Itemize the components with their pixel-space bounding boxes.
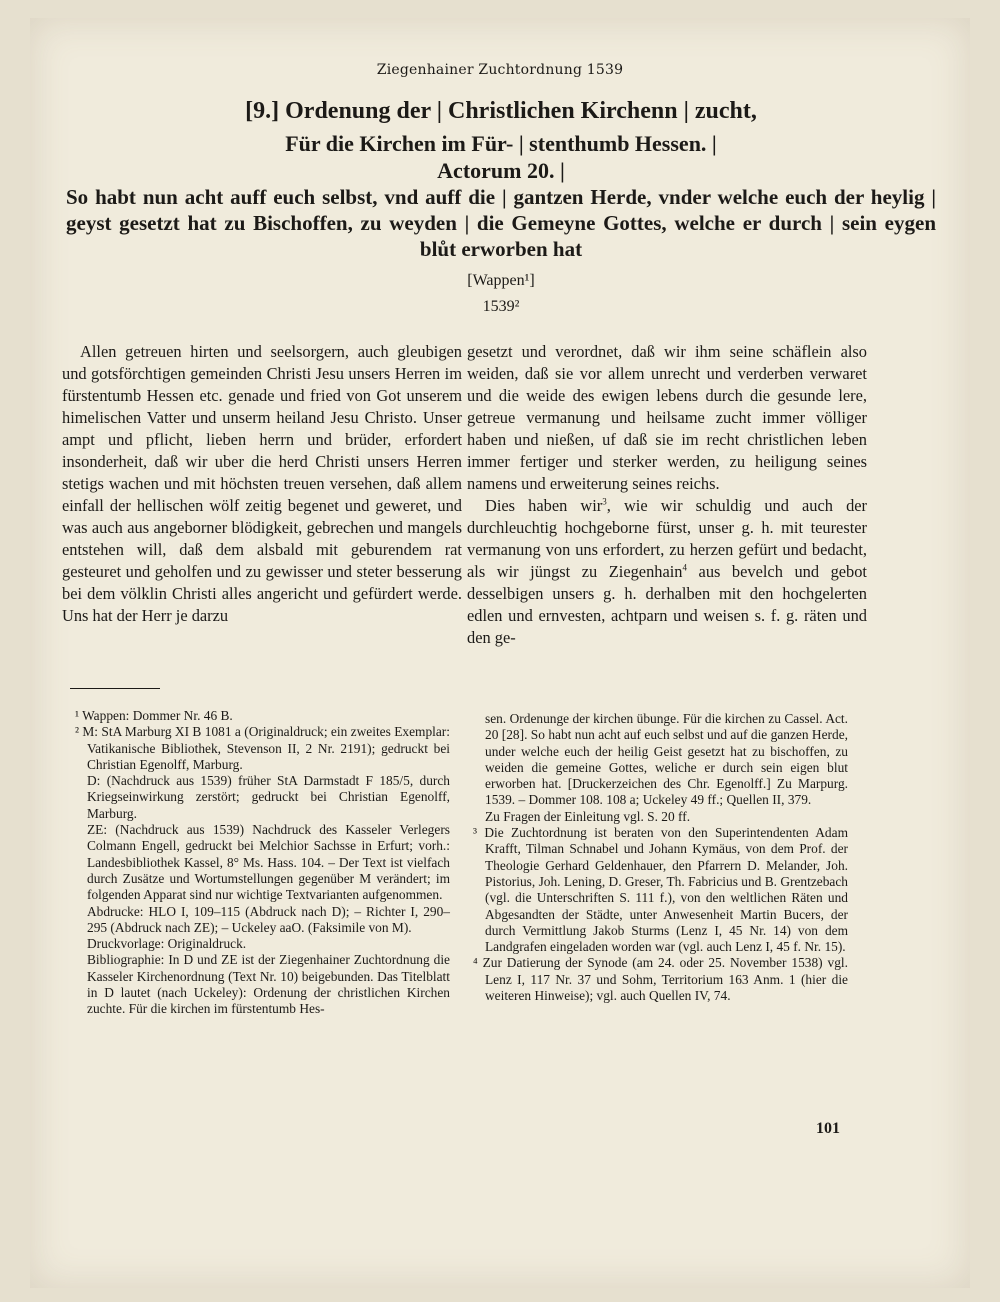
title-block bbox=[66, 96, 936, 318]
page-number: 101 bbox=[816, 1120, 840, 1137]
footnote: ³ Die Zuchtordnung ist beraten von den Superintendenten Adam Krafft, Tilman Schnabel und Johann Kymäus, von dem Prof. der Theologie Gerhard Geldenhauer, den Pfarrern D. Melander, Joh. Pistorius, Joh. Lening, D. Greser, Th. Fabricius und B. Grentzebach (vgl. die Unterschriften S. 111 f.), von den weltlichen Räten und Abgesandten der Städte, unter Anwesenheit Martin Bucers, der durch Vermittlung Jakob Sturms (Lenz I, 45 Nr. 14) von dem Landgrafen eingeladen worden war (vgl. auch Lenz I, 45 f. Nr. 15). bbox=[473, 825, 848, 955]
footnotes-right bbox=[473, 711, 848, 1004]
running-head: Ziegenhainer Zuchtordnung 1539 bbox=[376, 62, 624, 78]
wappen-note: [Wappen¹] bbox=[467, 272, 535, 289]
title-motto: So habt nun acht auff euch selbst, vnd auff die | gantzen Herde, vnder welche euch der heylig | geyst gesetzt hat zu Bischoffen, zu weyden | die Gemeyne Gottes, welche er durch | sein eygen blůt erworben hat bbox=[66, 185, 936, 261]
footnote-divider bbox=[70, 688, 160, 689]
footnote-ref: 4 bbox=[682, 562, 687, 573]
body-paragraph: gesetzt und verordnet, daß wir ihm seine schäflein also weiden, daß sie vor allem unrecht und verderben verwaret und die weide des ewigen lebens durch die gesunde lere, getreue vermanung und heilsame zucht immer völliger haben und nießen, uf daß sie im recht christlichen leben immer fertiger und sterker werden, zu heiligung seines namens und erweiterung seines reichs. bbox=[467, 342, 867, 493]
footnote-continuation: Druckvorlage: Originaldruck. bbox=[87, 936, 247, 952]
footnote: ⁴ Zur Datierung der Synode (am 24. oder 25. November 1538) vgl. Lenz I, 117 Nr. 37 und Sohm, Territorium 163 Anm. 1 (hier die weiteren Hinweise); vgl. auch Quellen IV, 74. bbox=[473, 955, 848, 1004]
footnote: ¹ Wappen: Dommer Nr. 46 B. bbox=[75, 708, 233, 723]
body-text: aus bevelch und gebot desselbigen unsers g. h. derhalben mit den hochgelerten edlen und ernvesten, achtparn und weisen s. f. g. räten und den ge- bbox=[467, 562, 867, 647]
title-line-3: Actorum 20. | bbox=[437, 158, 565, 183]
document-page bbox=[30, 18, 970, 1288]
title-line-2: Für die Kirchen im Für- | stenthumb Hessen. | bbox=[285, 131, 717, 156]
body-paragraph bbox=[467, 495, 867, 649]
footnotes-left bbox=[75, 708, 450, 1018]
footnote-continuation: D: (Nachdruck aus 1539) früher StA Darmstadt F 185/5, durch Kriegseinwirkung zerstört; gedruckt bei Christian Egenolff, Marburg. bbox=[87, 773, 450, 821]
footnote: ² M: StA Marburg XI B 1081 a (Originaldruck; ein zweites Exemplar: Vatikanische Bibliothek, Stevenson II, 2 Nr. 2191); gedruckt bei Christian Egenolff, Marburg. bbox=[75, 724, 450, 772]
footnote-continuation: Abdrucke: HLO I, 109–115 (Abdruck nach D); – Richter I, 290–295 (Abdruck nach ZE); – Uckeley aaO. (Faksimile von M). bbox=[87, 903, 450, 935]
title-year: 1539² bbox=[482, 298, 520, 315]
footnote-continuation: Bibliographie: In D und ZE ist der Ziegenhainer Zuchtordnung die Kasseler Kirchenordnung (Text Nr. 10) beigebunden. Das Titelblatt in D lautet (nach Uckeley): Ordenung der christlichen Kirchen zuchte. Für die kirchen im fürstentumb Hes- bbox=[87, 952, 450, 1017]
body-text: Dies haben wir bbox=[485, 496, 603, 515]
body-paragraph: Allen getreuen hirten und seelsorgern, auch gleubigen und gotsförchtigen gemeinden Christi Jesu unsers Herren im fürstentumb Hessen etc. genade und fried von Got unserem himelischen Vatter und unserm heiland Jesu Christo. Unser ampt und pflicht, lieben herrn und brüder, erfordert insonderheit, daß wir uber die herd Christi unsers Herren stetigs wachen und mit höchsten treuen versehen, daß allem einfall der hellischen wölf zeitig begenet und geweret, und was auch aus angeborner blödigkeit, gebrechen und mangels entstehen will, daß dem alsbald mit geburendem rat gesteuret und geholfen und zu gewisser und steter besserung bei dem völklin Christi alles angericht und gefürdert werde. Uns hat der Herr je darzu bbox=[62, 342, 462, 625]
footnote-continuation: Zu Fragen der Einleitung vgl. S. 20 ff. bbox=[485, 808, 691, 824]
title-line-1: [9.] Ordenung der | Christlichen Kirchenn | zucht, bbox=[245, 98, 757, 124]
footnote-continuation: sen. Ordenunge der kirchen übunge. Für die kirchen zu Cassel. Act. 20 [28]. So habt nun acht auf euch selbst und auf die ganzen Herde, under welche euch der heilig Geist gesetzt hat zu bischoffen, zu weiden die gemeine Gottes, weliche er durch sein eigen blut erworben hat. [Druckerzeichen des Chr. Egenolff.] Zu Marpurg. 1539. – Dommer 108. 108 a; Uckeley 49 ff.; Quellen II, 379. bbox=[485, 711, 848, 808]
body-text: , wie wir schuldig und auch der durchleuchtig hochgeborne fürst, unser g. h. mit teurester vermanung von uns erfordert, zu herzen gefürt und bedacht, als wir jüngst zu Ziegenhain bbox=[467, 496, 867, 581]
footnote-continuation: ZE: (Nachdruck aus 1539) Nachdruck des Kasseler Verlegers Colmann Engell, gedruckt bei Melchior Sachsse in Erfurt; vorh.: Landesbibliothek Kassel, 8° Ms. Hass. 104. – Der Text ist vielfach durch Zusätze und Wortumstellungen gegenüber M verändert; im folgenden Apparat sind nur wichtige Textvarianten aufgenommen. bbox=[87, 822, 450, 903]
footnote-ref: 3 bbox=[602, 496, 607, 507]
body-column-left bbox=[62, 341, 462, 627]
body-column-right bbox=[467, 341, 867, 649]
